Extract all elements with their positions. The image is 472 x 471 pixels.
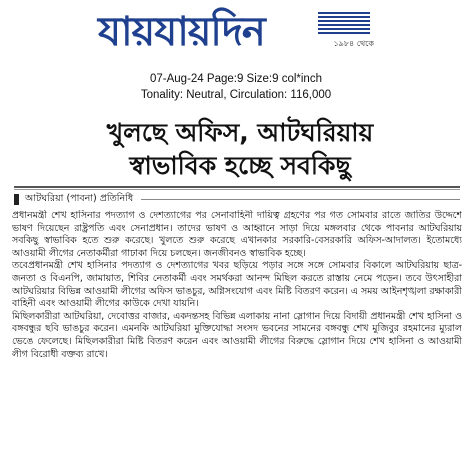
masthead-stripes-decoration: [318, 12, 370, 34]
newspaper-logo: যায়যায়দিন: [98, 8, 265, 55]
clipping-meta-tonality-circulation: Tonality: Neutral, Circulation: 116,000: [140, 89, 332, 101]
masthead: [0, 0, 472, 70]
clipping-meta-date-page-size: 07-Aug-24 Page:9 Size:9 col*inch: [150, 73, 322, 85]
article-byline: আটঘরিয়া (পাবনা) প্রতিনিধি: [25, 193, 134, 204]
article-paragraph-2: তবেপ্রধানমন্ত্রী শেখ হাসিনার পদত্যাগ ও দেশত্যাগের খবর ছড়িয়ে পড়ার সঙ্গে সঙ্গে সোমবার বিকালে আটঘরিয়ায় ছাত্র-জনতা ও বিএনপি, জামায়াত, শিবির নেতাকর্মী এবং সমর্থকরা আনন্দ মিছিল করতে রাস্তায় নেমে পড়েন। তবে উৎসাহীরা আটঘরিয়ার বিভিন্ন আওয়ামী লীগের অফিস ভাঙচুর, অগ্নিসংযোগ এবং মিষ্টি বিতরণ করেন। এ সময় আইনশৃঙ্খলা রক্ষাকারী বাহিনী এবং আওয়ামী লীগের কাউকে দেখা যায়নি।: [12, 260, 462, 310]
article-headline: খুলছে অফিস, আটঘরিয়ায় স্বাভাবিক হচ্ছে সবকিছু: [106, 118, 374, 180]
article-paragraph-3: মিছিলকারীরা আটঘরিয়া, দেবোত্তর বাজার, একদন্তসহ বিভিন্ন এলাকায় নানা স্লোগান দিয়ে বিদায়ী প্রধানমন্ত্রী শেখ হাসিনা ও বঙ্গবন্ধুর ছবি ভাঙচুর করেন। এমনকি আটঘরিয়া মুক্তিযোদ্ধা সংসদ ভবনের সামনের বঙ্গবন্ধু শেখ মুজিবুর রহমানের ম্যুরাল ভেঙে ফেলেছে। মিছিলকারীরা মিষ্টি বিতরণ করেন এবং আওয়ামী লীগের বিরুদ্ধে স্লোগান দিয়ে শেখ হাসিনা ও আওয়ামী লীগ বিরোধী বক্তব্য রাখে।: [12, 310, 462, 360]
headline-divider: [14, 186, 460, 188]
byline-bar: [14, 192, 460, 206]
article-paragraph-1: প্রধানমন্ত্রী শেখ হাসিনার পদত্যাগ ও দেশত্যাগের পর সেনাবাহিনী দায়িত্ব গ্রহণের পর গত সোমবার রাতে জাতির উদ্দেশে ভাষণ দিয়েছেন রাষ্ট্রপতি এবং সেনাপ্রধান। তাদের ভাষণ ও আহ্বানে সাড়া দিয়ে মঙ্গলবার থেকে পাবনার আটঘরিয়ায় সবকিছু স্বাভাবিক হতে শুরু করেছে। খুলতে শুরু করেছে এখানকার সরকারি-বেসরকারি অফিস-আদালত। ইতোমধ্যে আওয়ামী লীগের নেতাকর্মীরা গাঢাকা দিয়ে চলছেন। জনজীবনও স্বাভাবিক হচ্ছে।: [12, 210, 462, 259]
byline-rule: [141, 199, 460, 200]
byline-marker: [14, 194, 19, 205]
headline-divider-thin: [14, 189, 460, 190]
article-body: [12, 210, 462, 462]
masthead-since-label: ১৯৮৪ থেকে: [333, 39, 374, 48]
